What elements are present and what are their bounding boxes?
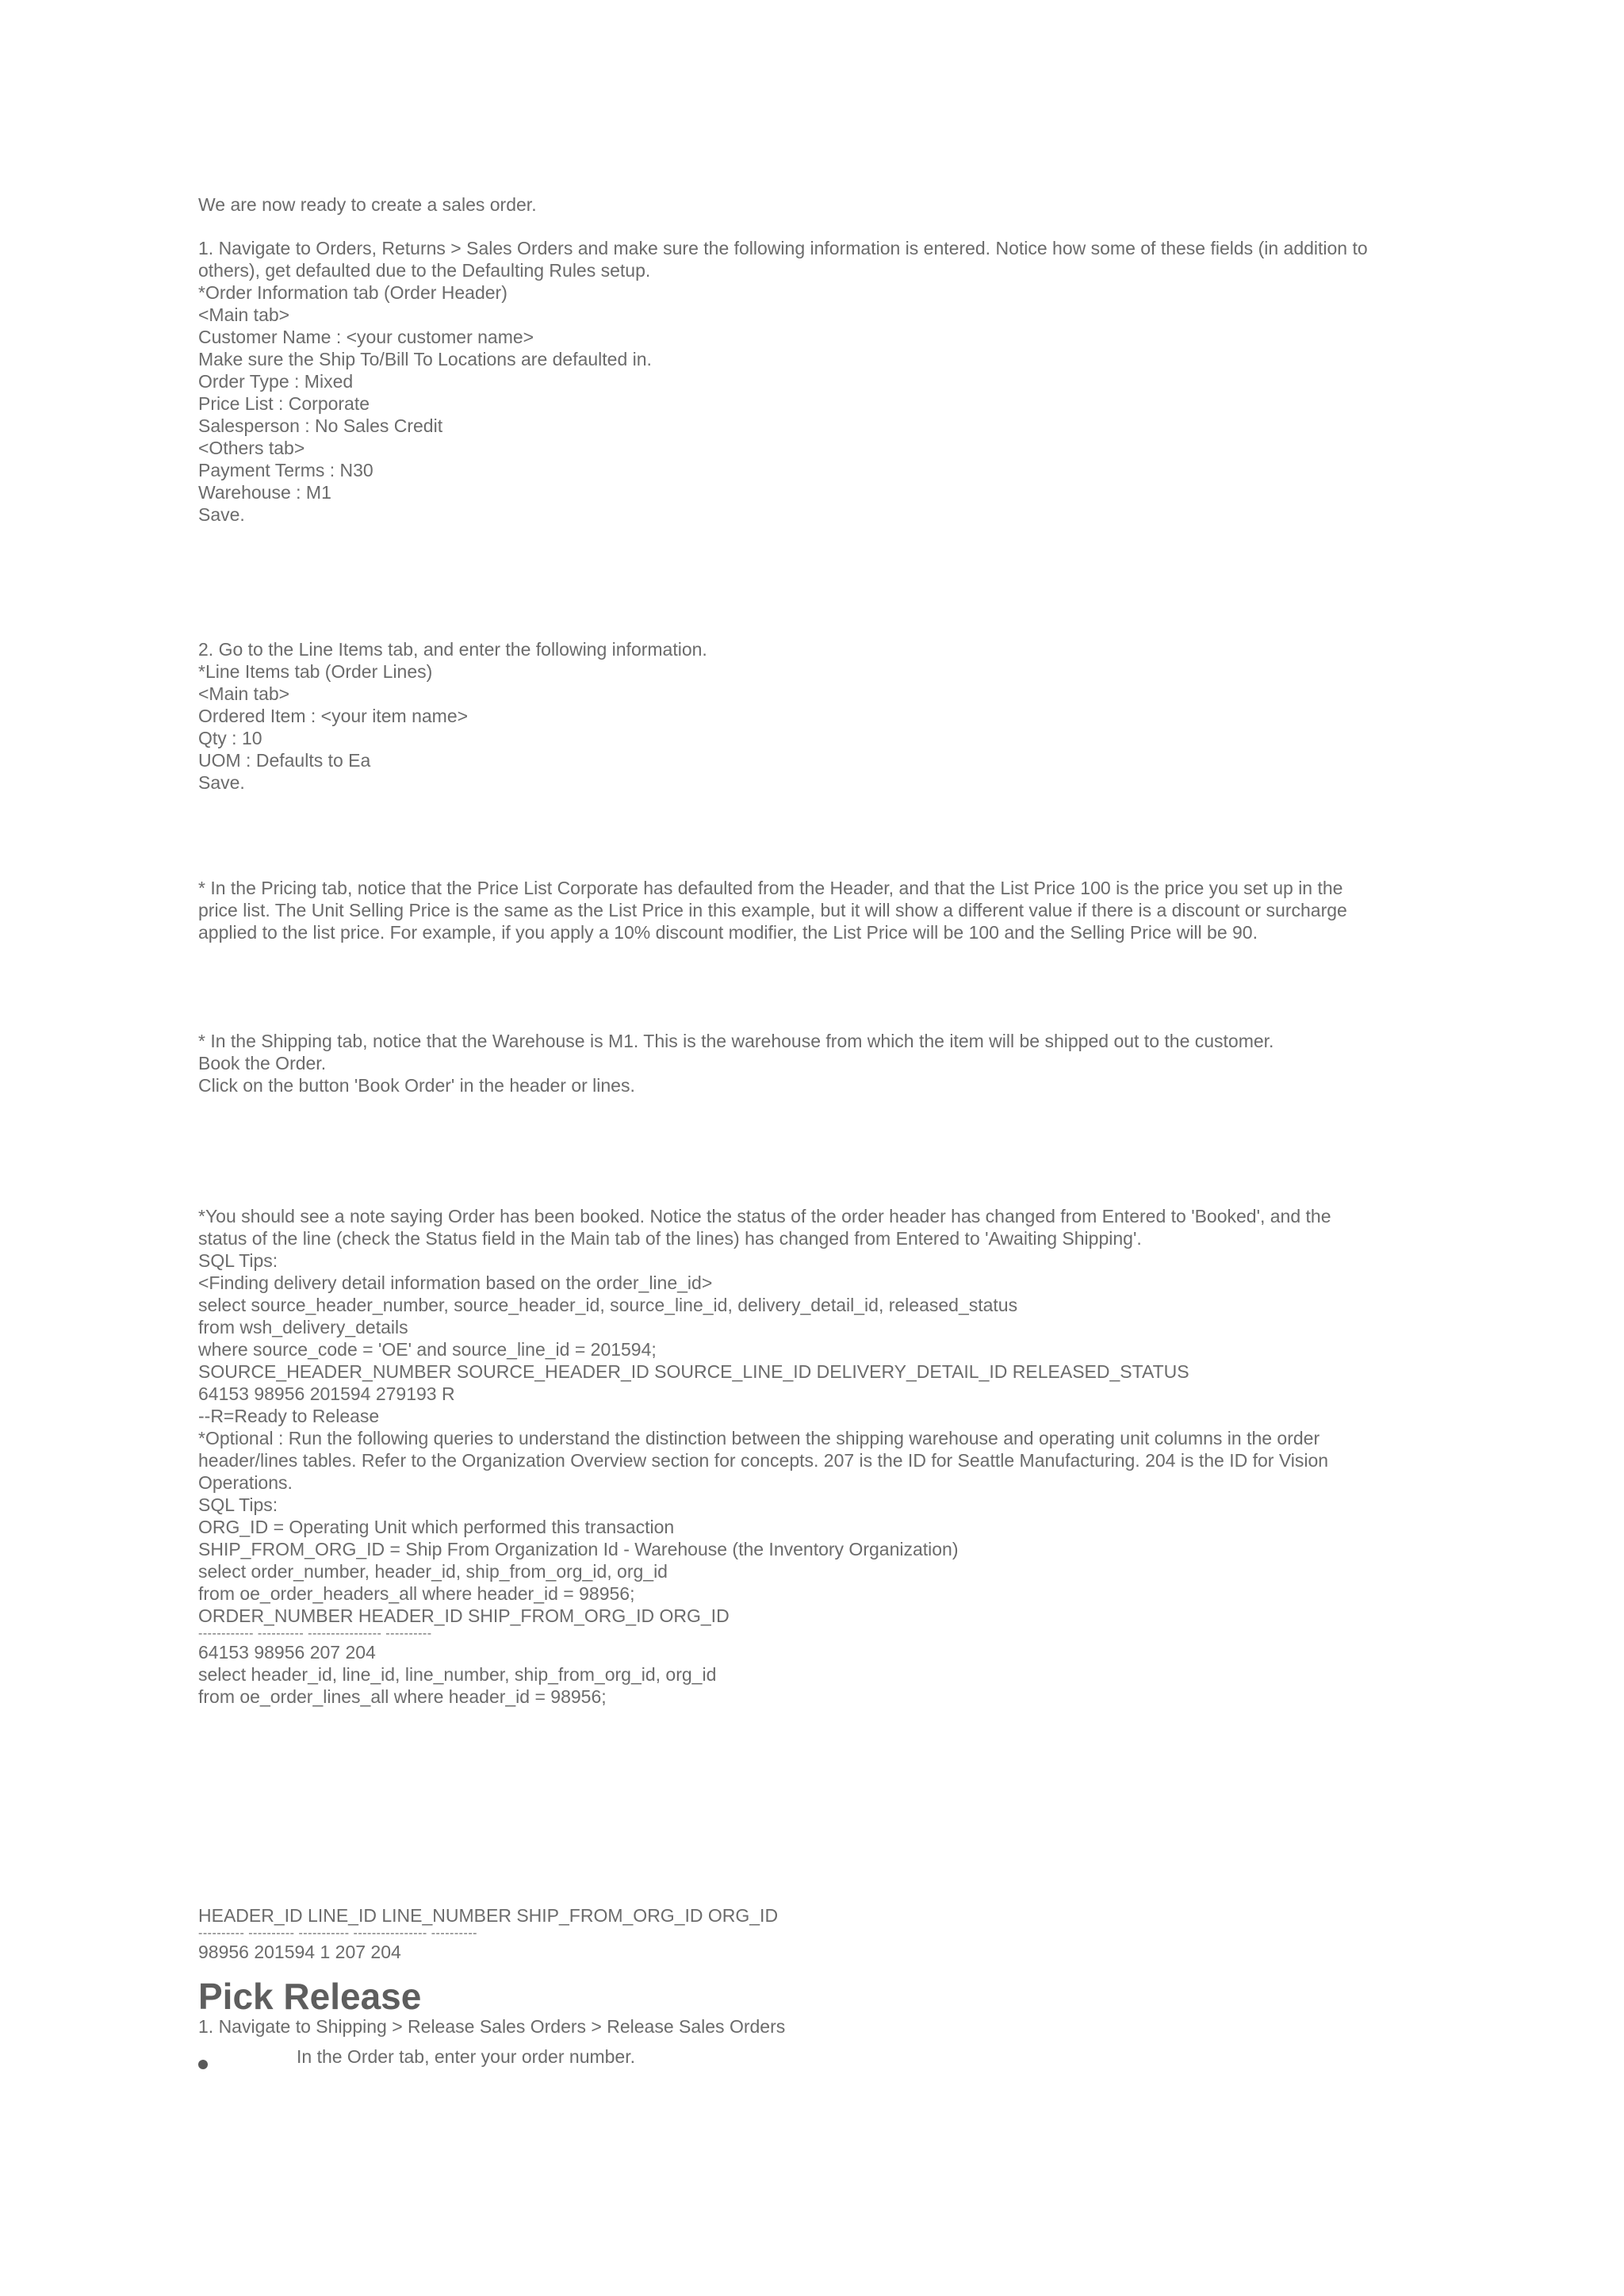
result-row: 64153 98956 201594 279193 R	[198, 1383, 455, 1404]
step2-line: 2. Go to the Line Items tab, and enter the following information.	[198, 639, 707, 660]
result-separator: ------------ ---------- ---------------- ----------	[198, 1627, 432, 1640]
step1-line: Payment Terms : N30	[198, 460, 373, 480]
step2-line: *Line Items tab (Order Lines)	[198, 661, 433, 682]
step1-line: <Main tab>	[198, 304, 290, 325]
pricing-line: * In the Pricing tab, notice that the Price List Corporate has defaulted from the Header, and that the List Price 100 is the price you set up in the	[198, 878, 1343, 898]
step1-line: <Others tab>	[198, 438, 305, 458]
sql-line: from oe_order_headers_all where header_id = 98956;	[198, 1583, 635, 1604]
step1-line: Warehouse : M1	[198, 482, 331, 503]
booked-line: SQL Tips:	[198, 1494, 278, 1515]
optional-line: header/lines tables. Refer to the Organization Overview section for concepts. 207 is the ID for Seattle Manufacturing. 204 is the ID for Vision	[198, 1450, 1329, 1471]
sql-line: select header_id, line_id, line_number, ship_from_org_id, org_id	[198, 1664, 717, 1685]
sql-line: select source_header_number, source_header_id, source_line_id, delivery_detail_id, released_status	[198, 1295, 1018, 1315]
intro-text: We are now ready to create a sales order.	[198, 194, 537, 215]
booked-section	[198, 1205, 1443, 1708]
pick-step-text: 1. Navigate to Shipping > Release Sales Orders > Release Sales Orders	[198, 2016, 786, 2037]
step2-line: Qty : 10	[198, 728, 262, 748]
booked-line: SHIP_FROM_ORG_ID = Ship From Organization Id - Warehouse (the Inventory Organization)	[198, 1539, 959, 1559]
result-row: 64153 98956 207 204	[198, 1642, 376, 1663]
bullet-item	[198, 2046, 636, 2069]
step1-line: Salesperson : No Sales Credit	[198, 415, 443, 436]
step1-line: *Order Information tab (Order Header)	[198, 282, 508, 303]
pricing-line: price list. The Unit Selling Price is the same as the List Price in this example, but it will show a different value if there is a discount or surcharge	[198, 900, 1347, 920]
shipping-line: * In the Shipping tab, notice that the Warehouse is M1. This is the warehouse from which the item will be shipped out to the customer.	[198, 1031, 1274, 1051]
step1-line: 1. Navigate to Orders, Returns > Sales Orders and make sure the following information is entered. Notice how some of these fields (in addition to	[198, 238, 1368, 258]
step1-line: Save.	[198, 504, 245, 525]
result-header: SOURCE_HEADER_NUMBER SOURCE_HEADER_ID SOURCE_LINE_ID DELIVERY_DETAIL_ID RELEASED_STATUS	[198, 1361, 1189, 1382]
bullet-text: In the Order tab, enter your order number.	[297, 2046, 636, 2067]
result-row: 98956 201594 1 207 204	[198, 1942, 401, 1962]
shipping-line: Click on the button 'Book Order' in the header or lines.	[198, 1075, 635, 1096]
optional-line: *Optional : Run the following queries to understand the distinction between the shipping warehouse and operating unit columns in the order	[198, 1428, 1320, 1448]
sql-line: from oe_order_lines_all where header_id = 98956;	[198, 1686, 607, 1707]
sql-line: where source_code = 'OE' and source_line_id = 201594;	[198, 1339, 657, 1360]
pricing-section	[198, 877, 1443, 943]
booked-line: *You should see a note saying Order has been booked. Notice the status of the order header has changed from Entered to 'Booked', and the	[198, 1206, 1331, 1226]
booked-line: --R=Ready to Release	[198, 1406, 380, 1426]
step1-line: Price List : Corporate	[198, 393, 370, 414]
booked-line: status of the line (check the Status field in the Main tab of the lines) has changed from Entered to 'Awaiting Shipping'.	[198, 1228, 1142, 1249]
lines-result-section	[198, 1904, 1443, 1963]
shipping-section	[198, 1030, 1443, 1096]
booked-line: ORG_ID = Operating Unit which performed this transaction	[198, 1517, 675, 1537]
step1-line: Customer Name : <your customer name>	[198, 327, 534, 347]
step2-section	[198, 638, 1443, 794]
step1-line: Make sure the Ship To/Bill To Locations are defaulted in.	[198, 349, 652, 369]
result-header: HEADER_ID LINE_ID LINE_NUMBER SHIP_FROM_ORG_ID ORG_ID	[198, 1905, 779, 1926]
step1-section	[198, 237, 1443, 526]
shipping-line: Book the Order.	[198, 1053, 327, 1073]
result-separator: ---------- ---------- ----------- ---------------- ----------	[198, 1927, 477, 1940]
step2-line: Ordered Item : <your item name>	[198, 706, 469, 726]
result-header: ORDER_NUMBER HEADER_ID SHIP_FROM_ORG_ID ORG_ID	[198, 1605, 730, 1626]
section-heading: Pick Release	[198, 1976, 422, 2017]
optional-line: Operations.	[198, 1472, 293, 1493]
step1-line: Order Type : Mixed	[198, 371, 354, 392]
bullet-icon	[198, 2060, 208, 2069]
step2-line: UOM : Defaults to Ea	[198, 750, 371, 771]
sql-comment: <Finding delivery detail information based on the order_line_id>	[198, 1272, 713, 1293]
step2-line: <Main tab>	[198, 683, 290, 704]
step1-line: others), get defaulted due to the Defaulting Rules setup.	[198, 260, 651, 281]
sql-line: select order_number, header_id, ship_from_org_id, org_id	[198, 1561, 668, 1582]
booked-line: SQL Tips:	[198, 1250, 278, 1271]
pricing-line: applied to the list price. For example, if you apply a 10% discount modifier, the List Price will be 100 and the Selling Price will be 90.	[198, 922, 1258, 943]
sql-line: from wsh_delivery_details	[198, 1317, 408, 1337]
step2-line: Save.	[198, 772, 245, 793]
